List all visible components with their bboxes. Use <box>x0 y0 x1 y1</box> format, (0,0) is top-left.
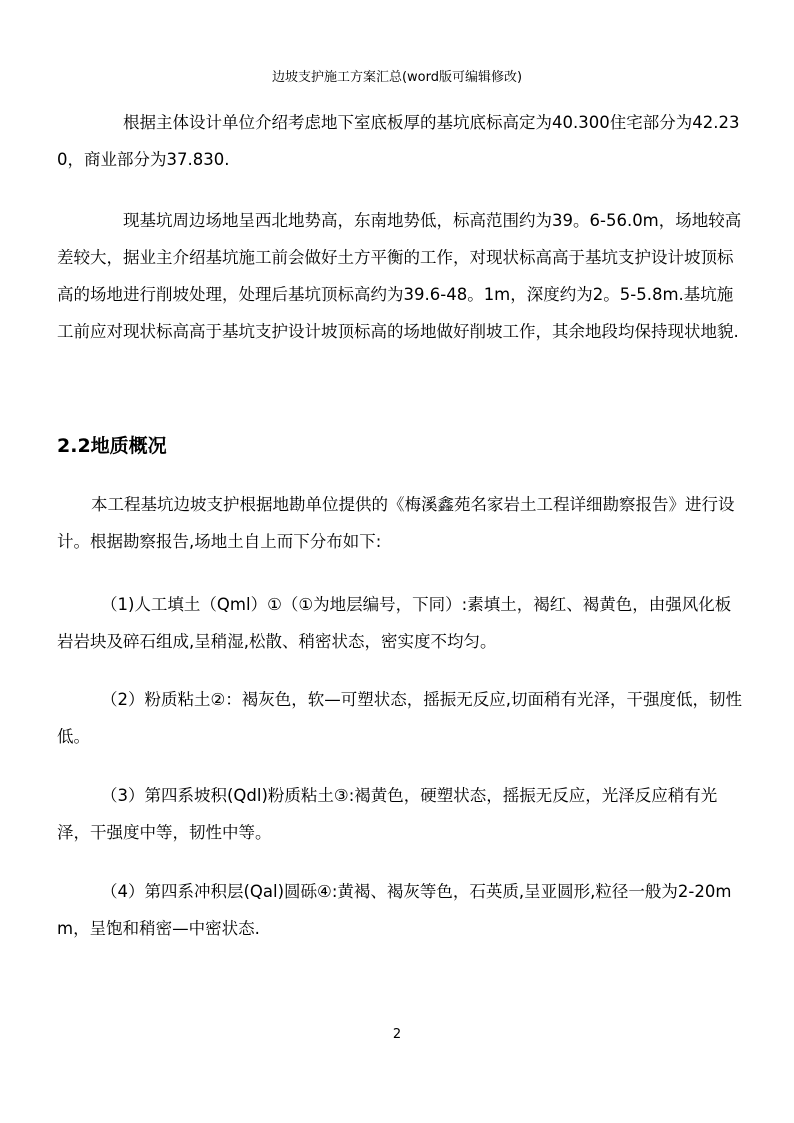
paragraph-layer-3: （3）第四系坡积(Qdl)粉质粘土③:褐黄色，硬塑状态，摇振无反应，光泽反应稍有光泽，干强度中等，韧性中等。 <box>57 786 718 842</box>
paragraph-site-terrain: 现基坑周边场地呈西北地势高，东南地势低，标高范围约为39。6-56.0m，场地较高差较大，据业主介绍基坑施工前会做好土方平衡的工作，对现状标高高于基坑支护设计坡顶标高的场地进行削坡处理，处理后基坑顶标高约为39.6-48。1m，深度约为2。5-5.8m.基坑施工前应对现状标高高于基坑支护设计坡顶标高的场地做好削坡工作，其余地段均保持现状地貌. <box>57 211 742 341</box>
section-heading-geology: 2.2地质概况 <box>57 435 167 457</box>
paragraph-geology-intro: 本工程基坑边坡支护根据地勘单位提供的《梅溪鑫苑名家岩土工程详细勘察报告》进行设计。根据勘察报告,场地土自上而下分布如下: <box>57 495 735 551</box>
paragraph-layer-1: （1)人工填土（Qml）①（①为地层编号，下同）:素填土，褐红、褐黄色，由强风化板岩岩块及碎石组成,呈稍湿,松散、稍密状态，密实度不均匀。 <box>57 595 732 651</box>
paragraph-layer-4: （4）第四系冲积层(Qal)圆砾④:黄褐、褐灰等色，石英质,呈亚圆形,粒径一般为2-20mm，呈饱和稍密—中密状态. <box>57 882 732 938</box>
running-header: 边坡支护施工方案汇总(word版可编辑修改) <box>271 70 523 85</box>
paragraph-foundation-elevation: 根据主体设计单位介绍考虑地下室底板厚的基坑底标高定为40.300住宅部分为42.230，商业部分为37.830. <box>57 113 740 169</box>
paragraph-layer-2: （2）粉质粘土②：褐灰色，软—可塑状态，摇振无反应,切面稍有光泽，干强度低，韧性低。 <box>57 690 743 746</box>
page-number: 2 <box>392 1027 402 1042</box>
